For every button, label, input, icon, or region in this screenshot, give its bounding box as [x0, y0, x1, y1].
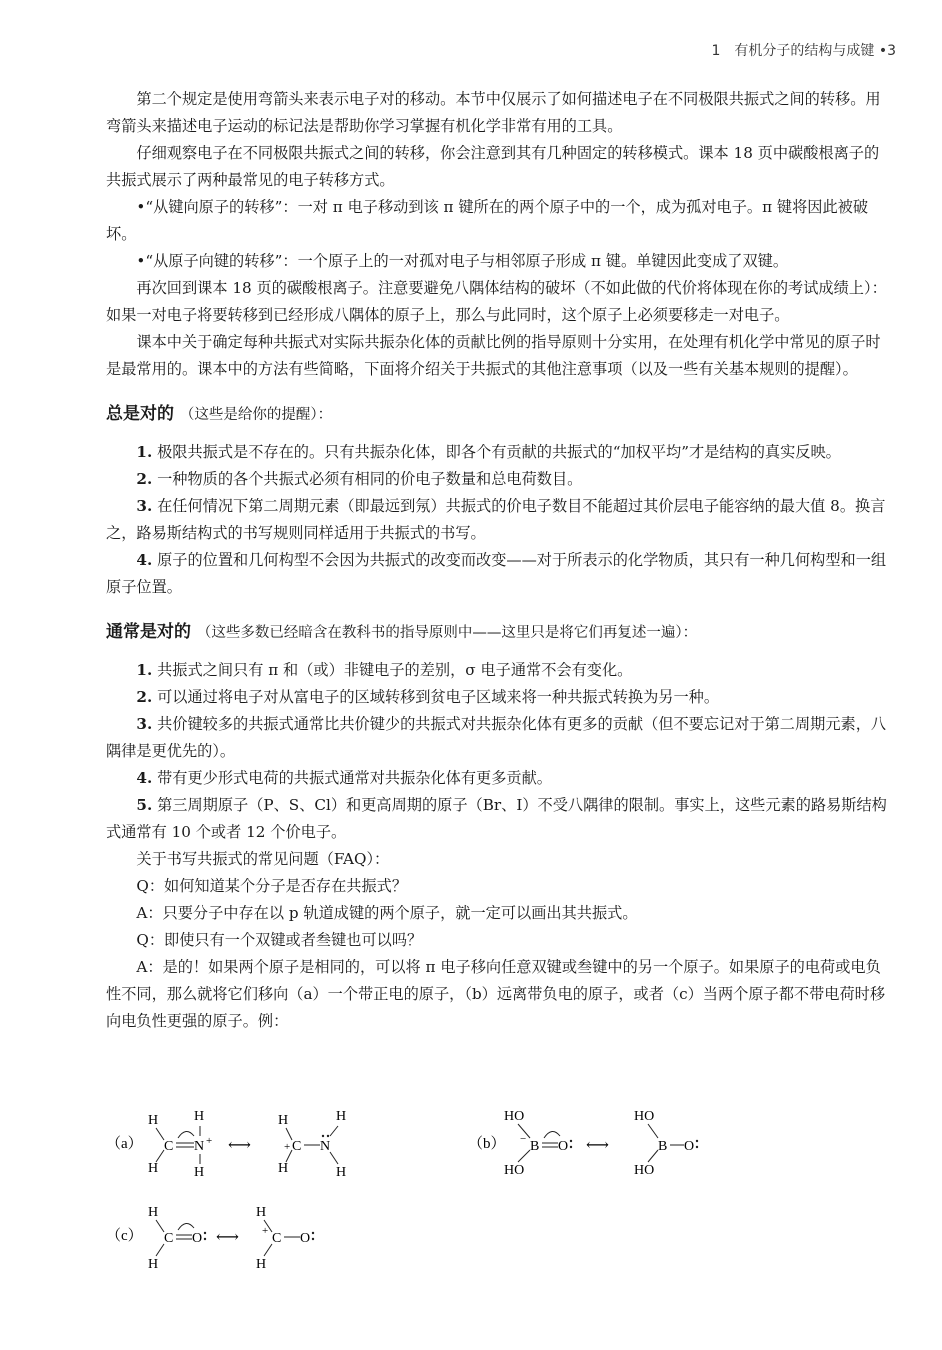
curved-arrow-icon	[178, 1131, 194, 1138]
usually-item: 2. 可以通过将电子对从富电子的区域转移到贫电子区域来将一种共振式转换为另一种。	[136, 688, 720, 706]
structure-b2	[634, 1109, 698, 1178]
usually-heading	[106, 619, 894, 647]
svg-text:C: C	[292, 1139, 302, 1154]
resonance-arrow-a: ⟷	[228, 1137, 251, 1154]
intro-paragraph-3: 再次回到课本 18 页的碳酸根离子。注意要避免八隅体结构的破坏（不如此做的代价将体现在你的考试成绩上）：如果一对电子将要转移到已经形成八隅体的原子上，那么与此同时，这个原子上必须要移走一对电子。	[106, 279, 887, 324]
svg-text:H: H	[278, 1113, 289, 1128]
svg-text:B: B	[530, 1139, 540, 1154]
structure-c1	[148, 1205, 206, 1272]
svg-text:HO: HO	[634, 1109, 655, 1124]
faq-answer-2: A：是的！如果两个原子是相同的，可以将 π 电子移向任意双键或叁键中的另一个原子。如果原子的电荷或电负性不同，那么就将它们移向（a）一个带正电的原子，（b）远离带负电的原子，或者（c）当两个原子都不带电荷时移向电负性更强的原子。例：	[106, 958, 886, 1030]
svg-text:B: B	[658, 1139, 668, 1154]
page-body	[106, 86, 894, 1035]
always-item: 1. 极限共振式是不存在的。只有共振杂化体，即各个有贡献的共振式的“加权平均”才是结构的真实反映。	[136, 443, 841, 461]
always-note: （这些是给你的提醒）：	[179, 407, 333, 423]
label-a: （a）	[106, 1136, 143, 1152]
resonance-diagram	[106, 1100, 846, 1290]
svg-text:H: H	[336, 1165, 347, 1180]
bullet-bond-to-atom: •“从键向原子的转移”：一对 π 电子移动到该 π 键所在的两个原子中的一个，成为孤对电子。π 键将因此被破坏。	[106, 198, 869, 243]
usually-title: 通常是对的	[106, 622, 191, 642]
structure-b1	[504, 1109, 572, 1178]
svg-text:H: H	[148, 1257, 159, 1272]
svg-text:H: H	[148, 1161, 159, 1176]
always-item: 3. 在任何情况下第二周期元素（即最远到氖）共振式的价电子数目不能超过其价层电子能容纳的最大值 8。换言之，路易斯结构式的书写规则同样适用于共振式的书写。	[106, 497, 886, 542]
usually-note: （这些多数已经暗含在教科书的指导原则中——这里只是将它们再复述一遍）：	[196, 625, 698, 641]
svg-text:C: C	[164, 1231, 174, 1246]
svg-text:C: C	[164, 1139, 174, 1154]
svg-text:N: N	[320, 1139, 331, 1154]
usually-item: 1. 共振式之间只有 π 和（或）非键电子的差别，σ 电子通常不会有变化。	[136, 661, 633, 679]
faq-question-1: Q：如何知道某个分子是否存在共振式？	[136, 877, 408, 895]
intro-paragraph-2: 仔细观察电子在不同极限共振式之间的转移，你会注意到其有几种固定的转移模式。课本 18 页中碳酸根离子的共振式展示了两种最常见的电子转移方式。	[106, 144, 880, 189]
curved-arrow-icon	[544, 1131, 560, 1138]
svg-text:H: H	[148, 1205, 159, 1220]
svg-text:H: H	[194, 1109, 205, 1124]
label-c: （c）	[106, 1228, 143, 1244]
svg-text:C: C	[272, 1231, 282, 1246]
bullet-atom-to-bond: •“从原子向键的转移”：一个原子上的一对孤对电子与相邻原子形成 π 键。单键因此变成了双键。	[136, 252, 789, 270]
svg-text:N: N	[194, 1139, 205, 1154]
always-item: 4. 原子的位置和几何构型不会因为共振式的改变而改变——对于所表示的化学物质，其只有一种几何构型和一组原子位置。	[106, 551, 887, 596]
usually-item: 3. 共价键较多的共振式通常比共价键少的共振式对共振杂化体有更多的贡献（但不要忘记对于第二周期元素，八隅律是更优先的）。	[106, 715, 887, 760]
svg-text:−: −	[520, 1133, 527, 1145]
svg-text:HO: HO	[504, 1109, 525, 1124]
resonance-arrow-c: ⟷	[216, 1229, 239, 1246]
structure-c2	[256, 1205, 314, 1272]
svg-text:O: O	[300, 1231, 311, 1246]
structure-a1	[148, 1109, 212, 1180]
intro-paragraph-1: 第二个规定是使用弯箭头来表示电子对的移动。本节中仅展示了如何描述电子在不同极限共振式之间的转移。用弯箭头来描述电子运动的标记法是帮助你学习掌握有机化学非常有用的工具。	[106, 90, 881, 135]
faq-answer-1: A：只要分子中存在以 p 轨道成键的两个原子，就一定可以画出其共振式。	[136, 904, 638, 922]
page-header: 1 有机分子的结构与成键 •3	[711, 43, 896, 59]
faq-title: 关于书写共振式的常见问题（FAQ）：	[136, 850, 390, 868]
svg-text:O: O	[684, 1139, 695, 1154]
svg-text:HO: HO	[634, 1163, 655, 1178]
curved-arrow-icon	[178, 1223, 194, 1230]
label-b: （b）	[468, 1136, 506, 1152]
faq-question-2: Q：即使只有一个双键或者叁键也可以吗？	[136, 931, 423, 949]
usually-item: 4. 带有更少形式电荷的共振式通常对共振杂化体有更多贡献。	[136, 769, 552, 787]
svg-text:H: H	[194, 1165, 205, 1180]
svg-text:+: +	[206, 1135, 213, 1147]
usually-item: 5. 第三周期原子（P、S、Cl）和更高周期的原子（Br、I）不受八隅律的限制。事实上，这些元素的路易斯结构式通常有 10 个或者 12 个价电子。	[106, 796, 887, 841]
intro-paragraph-4: 课本中关于确定每种共振式对实际共振杂化体的贡献比例的指导原则十分实用，在处理有机化学中常见的原子时是最常用的。课本中的方法有些简略，下面将介绍关于共振式的其他注意事项（以及一些有关基本规则的提醒）。	[106, 333, 881, 378]
always-title: 总是对的	[106, 404, 174, 424]
svg-text:H: H	[148, 1113, 159, 1128]
svg-text:O: O	[558, 1139, 569, 1154]
always-item: 2. 一种物质的各个共振式必须有相同的价电子数量和总电荷数目。	[136, 470, 583, 488]
svg-text:O: O	[192, 1231, 203, 1246]
svg-text:H: H	[278, 1161, 289, 1176]
svg-text:+: +	[284, 1141, 291, 1153]
always-heading	[106, 401, 894, 429]
svg-text:H: H	[336, 1109, 347, 1124]
structure-a2	[278, 1109, 346, 1180]
svg-text:H: H	[256, 1257, 267, 1272]
svg-text:+: +	[262, 1225, 269, 1237]
svg-text:HO: HO	[504, 1163, 525, 1178]
svg-text:H: H	[256, 1205, 267, 1220]
resonance-examples	[106, 1100, 846, 1290]
resonance-arrow-b: ⟷	[586, 1137, 609, 1154]
